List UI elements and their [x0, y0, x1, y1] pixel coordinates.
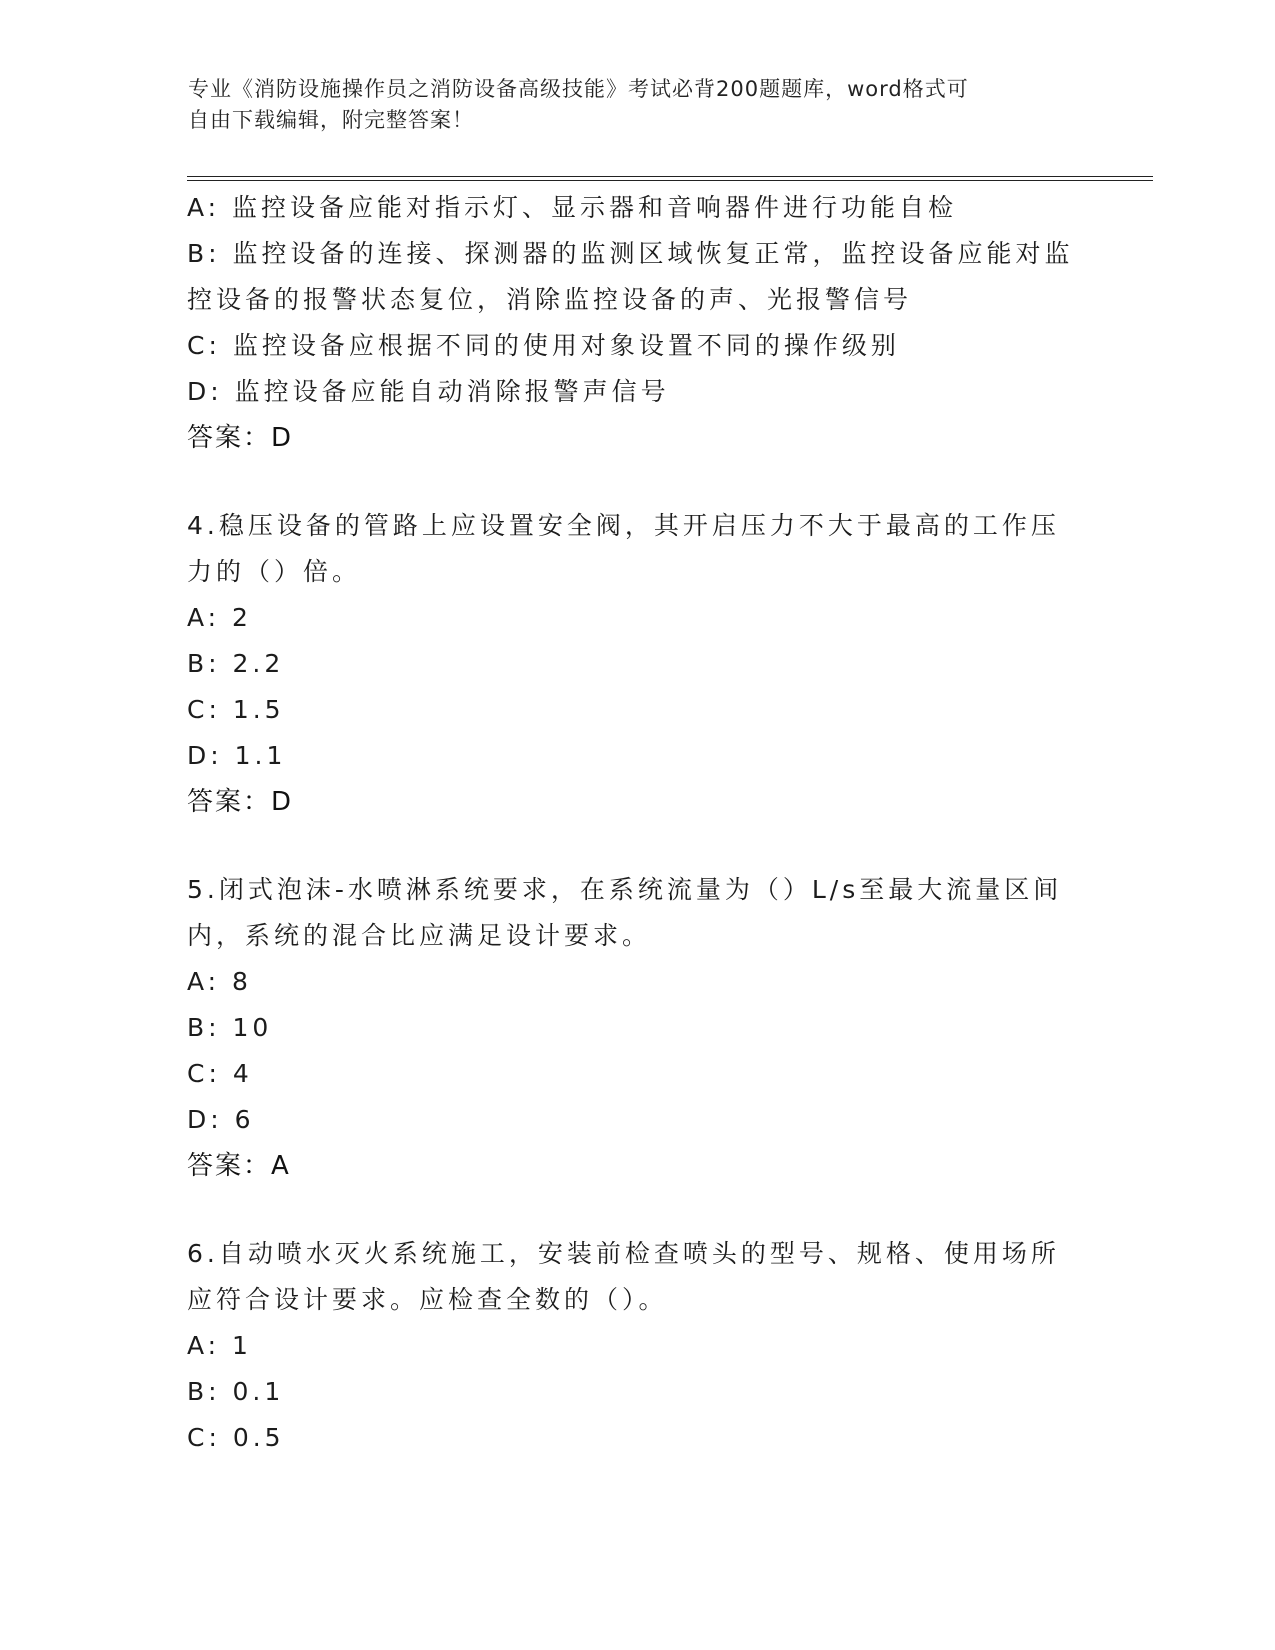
header-line-2: 自由下载编辑，附完整答案！	[188, 108, 474, 132]
spacer	[187, 825, 1087, 867]
option-b: B: 10	[187, 1013, 273, 1042]
spacer	[187, 461, 1087, 503]
option-a: A: 2	[187, 603, 252, 632]
question-stem-continued: 内，系统的混合比应满足设计要求。	[187, 921, 652, 950]
option-a: A: 监控设备应能对指示灯、显示器和音响器件进行功能自检	[187, 193, 958, 222]
option-b: B: 0.1	[187, 1377, 285, 1406]
option-d: D: 1.1	[187, 741, 287, 770]
option-b: B: 监控设备的连接、探测器的监测区域恢复正常，监控设备应能对监	[187, 239, 1074, 268]
answer: 答案：A	[187, 1151, 291, 1181]
question-5	[187, 867, 1087, 1189]
question-stem-continued: 应符合设计要求。应检查全数的（）。	[187, 1285, 668, 1314]
option-b: B: 2.2	[187, 649, 285, 678]
answer: 答案：D	[187, 423, 294, 453]
option-b-continued: 控设备的报警状态复位，消除监控设备的声、光报警信号	[187, 285, 913, 314]
header-line-1: 专业《消防设施操作员之消防设备高级技能》考试必背200题题库，word格式可	[188, 77, 969, 101]
option-d: D: 监控设备应能自动消除报警声信号	[187, 377, 670, 406]
question-stem-continued: 力的（）倍。	[187, 557, 362, 586]
question-stem: 6.自动喷水灭火系统施工，安装前检查喷头的型号、规格、使用场所	[187, 1239, 1060, 1268]
question-6	[187, 1231, 1087, 1461]
option-c: C: 0.5	[187, 1423, 285, 1452]
option-a: A: 1	[187, 1331, 252, 1360]
spacer	[187, 1189, 1087, 1231]
option-c: C: 4	[187, 1059, 253, 1088]
answer: 答案：D	[187, 787, 294, 817]
question-stem: 4.稳压设备的管路上应设置安全阀，其开启压力不大于最高的工作压	[187, 511, 1060, 540]
document-header	[188, 74, 1088, 136]
question-list	[187, 185, 1087, 1461]
option-c: C: 监控设备应根据不同的使用对象设置不同的操作级别	[187, 331, 900, 360]
question-4	[187, 503, 1087, 825]
option-d: D: 6	[187, 1105, 255, 1134]
question-stem: 5.闭式泡沫-水喷淋系统要求，在系统流量为（）L/s至最大流量区间	[187, 875, 1063, 904]
question-3	[187, 185, 1087, 461]
option-a: A: 8	[187, 967, 252, 996]
option-c: C: 1.5	[187, 695, 285, 724]
header-double-rule	[187, 176, 1153, 181]
